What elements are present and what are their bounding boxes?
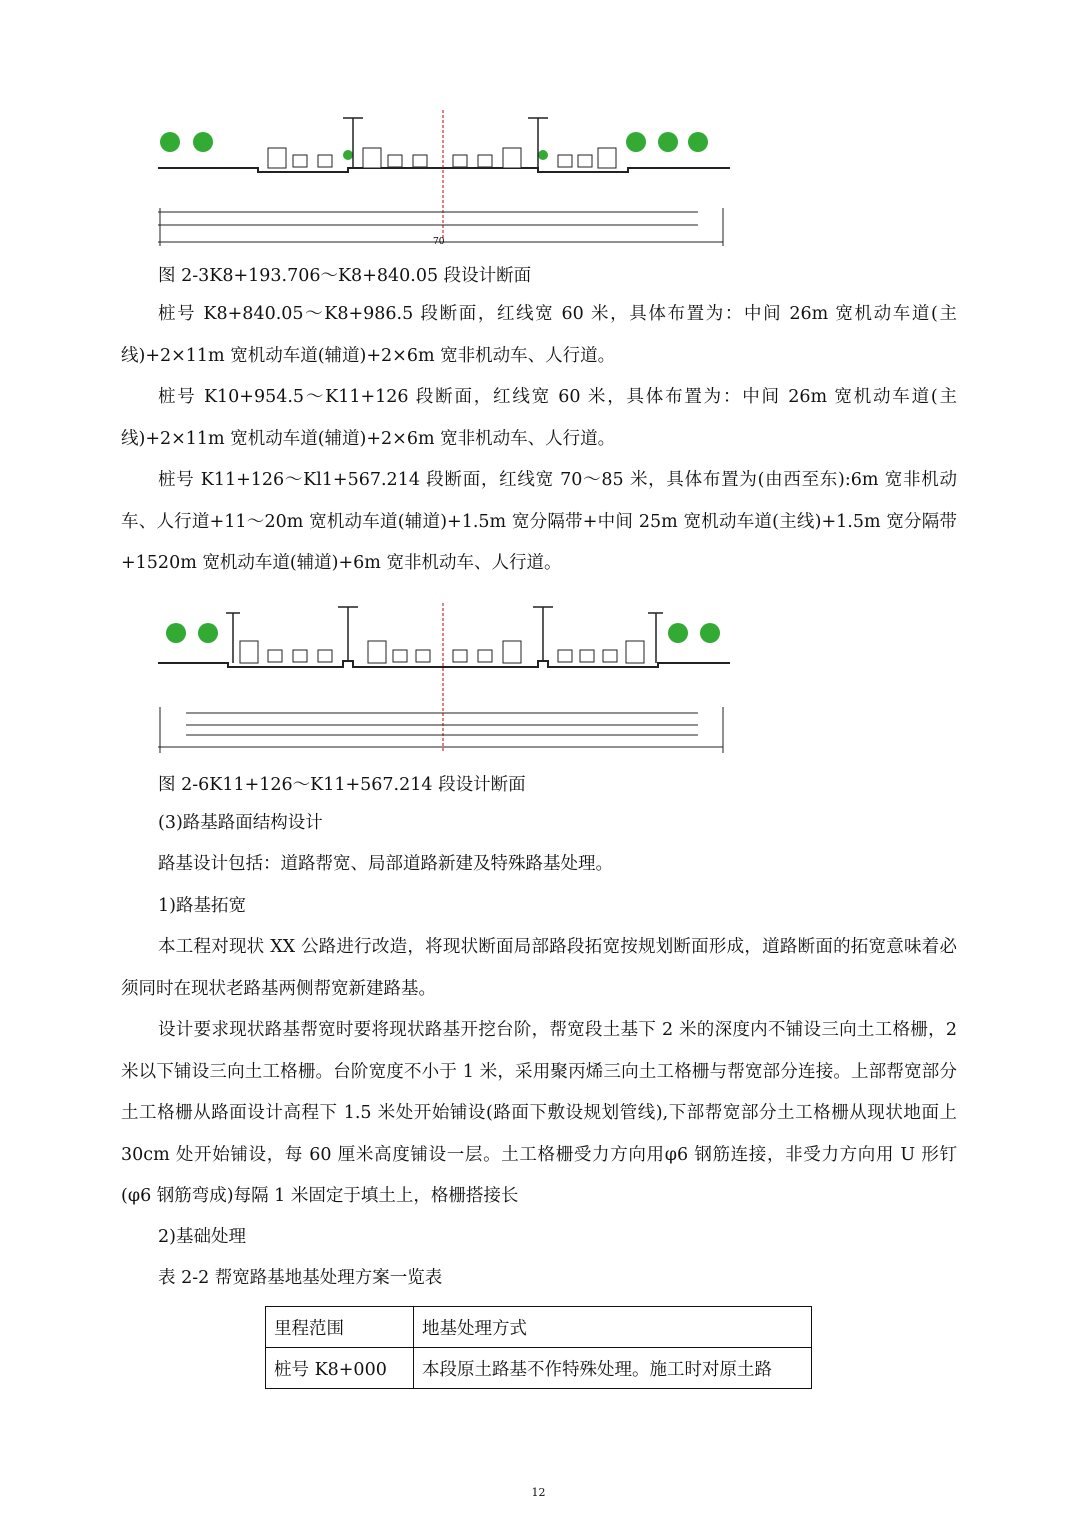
page-number: 12 bbox=[531, 1486, 546, 1499]
paragraph: 路基设计包括：道路帮宽、局部道路新建及特殊路基处理。 bbox=[158, 854, 613, 874]
vehicles bbox=[240, 641, 644, 663]
table-row bbox=[266, 1348, 812, 1389]
foundation-treatment-table bbox=[265, 1306, 812, 1389]
paragraph: 桩号 K8+840.05～K8+986.5 段断面，红线宽 60 米，具体布置为：中间 26m 宽机动车道(主线)+2×11m 宽机动车道(辅道)+2×6m 宽非机动车、人行道。 bbox=[121, 304, 957, 366]
subheading: 2)基础处理 bbox=[158, 1227, 246, 1247]
tree-icons bbox=[160, 132, 708, 160]
table-header-cell: 里程范围 bbox=[266, 1307, 414, 1348]
table-cell: 桩号 K8+000 bbox=[266, 1348, 414, 1389]
street-lamps bbox=[226, 607, 663, 663]
figure-width-label: 70 bbox=[433, 237, 445, 247]
paragraph: 桩号 K10+954.5～K11+126 段断面，红线宽 60 米，具体布置为：中间 26m 宽机动车道(主线)+2×11m 宽机动车道(辅道)+2×6m 宽非机动车、人行道。 bbox=[121, 387, 957, 449]
table-header-cell: 地基处理方式 bbox=[414, 1307, 812, 1348]
paragraph: 设计要求现状路基帮宽时要将现状路基开挖台阶，帮宽段土基下 2 米的深度内不铺设三向土工格栅，2 米以下铺设三向土工格栅。台阶宽度不小于 1 米，采用聚丙烯三向土工格栅与帮宽部分连接。上部帮宽部分土工格栅从路面设计高程下 1.5 米处开始铺设(路面下敷设规划管线),下部帮宽部分土工格栅从现状地面上 30cm 处开始铺设，每 60 厘米高度铺设一层。土工格栅受力方向用φ6 钢筋连接，非受力方向用 U 形钉(φ6 钢筋弯成)每隔 1 米固定于填土上，格栅搭接长 bbox=[121, 1020, 957, 1206]
dimension-lines bbox=[158, 707, 723, 753]
section-heading: (3)路基路面结构设计 bbox=[158, 813, 323, 833]
vehicles bbox=[268, 148, 616, 168]
cross-section-figure-1 bbox=[158, 100, 730, 250]
table-header-row bbox=[266, 1307, 812, 1348]
subheading: 1)路基拓宽 bbox=[158, 896, 246, 916]
table-caption: 表 2-2 帮宽路基地基处理方案一览表 bbox=[158, 1268, 443, 1288]
paragraph: 本工程对现状 XX 公路进行改造，将现状断面局部路段拓宽按规划断面形成，道路断面的拓宽意味着必须同时在现状老路基两侧帮宽新建路基。 bbox=[121, 937, 957, 999]
table-cell: 本段原土路基不作特殊处理。施工时对原土路 bbox=[414, 1348, 812, 1389]
figure-caption: 图 2-3K8+193.706～K8+840.05 段设计断面 bbox=[158, 266, 532, 286]
paragraph: 桩号 K11+126～Kl1+567.214 段断面，红线宽 70～85 米，具体布置为(由西至东):6m 宽非机动车、人行道+11～20m 宽机动车道(辅道)+1.5m 宽分隔带+中间 25m 宽机动车道(主线)+1.5m 宽分隔带+1520m 宽机动车道(辅道)+6m 宽非机动车、人行道。 bbox=[121, 470, 957, 573]
cross-section-figure-2 bbox=[158, 595, 730, 757]
figure-caption: 图 2-6K11+126～K11+567.214 段设计断面 bbox=[158, 775, 526, 795]
